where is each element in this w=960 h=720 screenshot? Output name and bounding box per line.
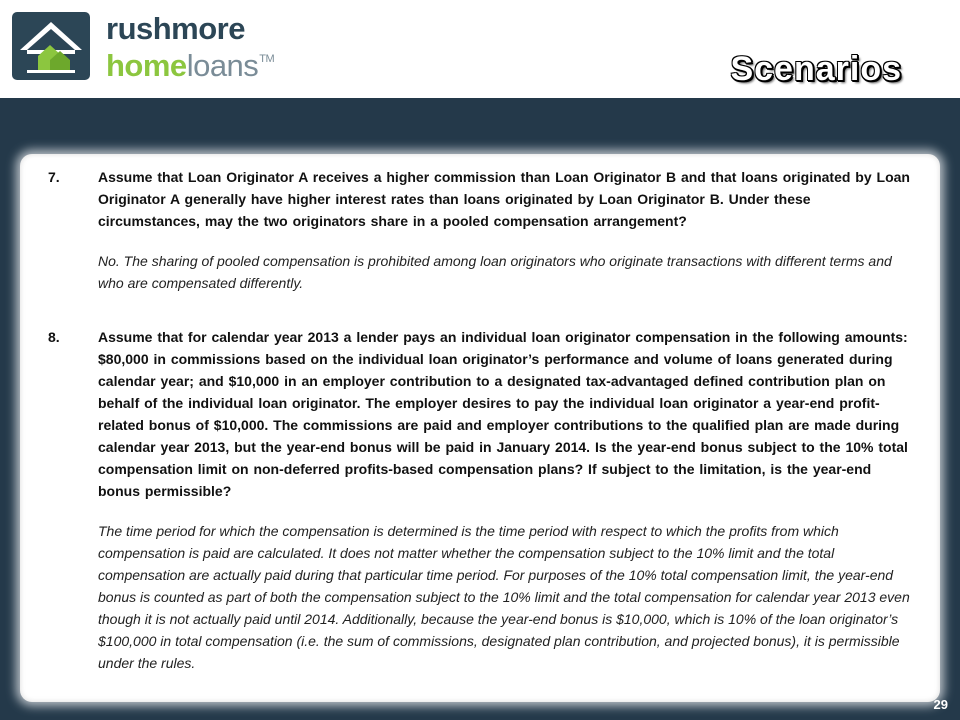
item-question: Assume that Loan Originator A receives a higher commission than Loan Originator B and that loans originated by Loan Originator A generally have higher interest rates than loans originated by Loan Originator B. Under these circumstances, may the two originators share in a pooled compensation arrangement? xyxy=(98,169,910,229)
trademark-mark: TM xyxy=(259,53,275,65)
item-question: Assume that for calendar year 2013 a lender pays an individual loan originator compensation in the following amounts: $80,000 in commissions based on the individual loan originator’s performance and volume of loans generated during calendar year; and $10,000 in an employer contribution to a designated tax-advantaged defined contribution plan on behalf of the individual loan originator. The employer desires to pay the individual loan originator a year-end profit-related bonus of $10,000. The commissions are paid and employer contributions to the qualified plan are made during calendar year 2013, but the year-end bonus will be paid in January 2014. Is the year-end bonus subject to the 10% total compensation limit on non-deferred profits-based compensation plans? If subject to the limitation, is the year-end bonus permissible? xyxy=(98,329,908,499)
item-number: 8. xyxy=(48,329,60,345)
page-number: 29 xyxy=(933,697,948,712)
brand-home: home xyxy=(106,48,187,83)
brand-name-homeloans xyxy=(106,42,274,83)
slide-header xyxy=(0,0,960,98)
page-title: Scenarios xyxy=(730,50,902,88)
brand-name-rushmore: rushmore xyxy=(106,11,245,46)
scenario-item-8 xyxy=(48,326,912,674)
scenario-item-7 xyxy=(48,166,912,294)
item-number: 7. xyxy=(48,169,60,185)
brand-loans: loans xyxy=(186,48,259,83)
item-answer: The time period for which the compensation is determined is the time period with respect to which the profits from which compensation is paid are calculated. It does not matter whether the compensation subject to the 10% limit and the total compensation are actually paid during that particular time period. For purposes of the 10% total compensation limit, the year-end bonus is counted as part of both the compensation subject to the 10% limit and the total compensation for calendar year 2013 even though it is not actually paid until 2014. Additionally, because the year-end bonus is $10,000, which is 10% of the loan originator’s $100,000 in total compensation (i.e. the sum of commissions, designated plan contribution, and projected bonus), it is permissible under the rules. xyxy=(98,523,910,671)
item-answer: No. The sharing of pooled compensation is prohibited among loan originators who originate transactions with different terms and who are compensated differently. xyxy=(98,253,892,291)
house-logo-icon xyxy=(12,12,90,80)
